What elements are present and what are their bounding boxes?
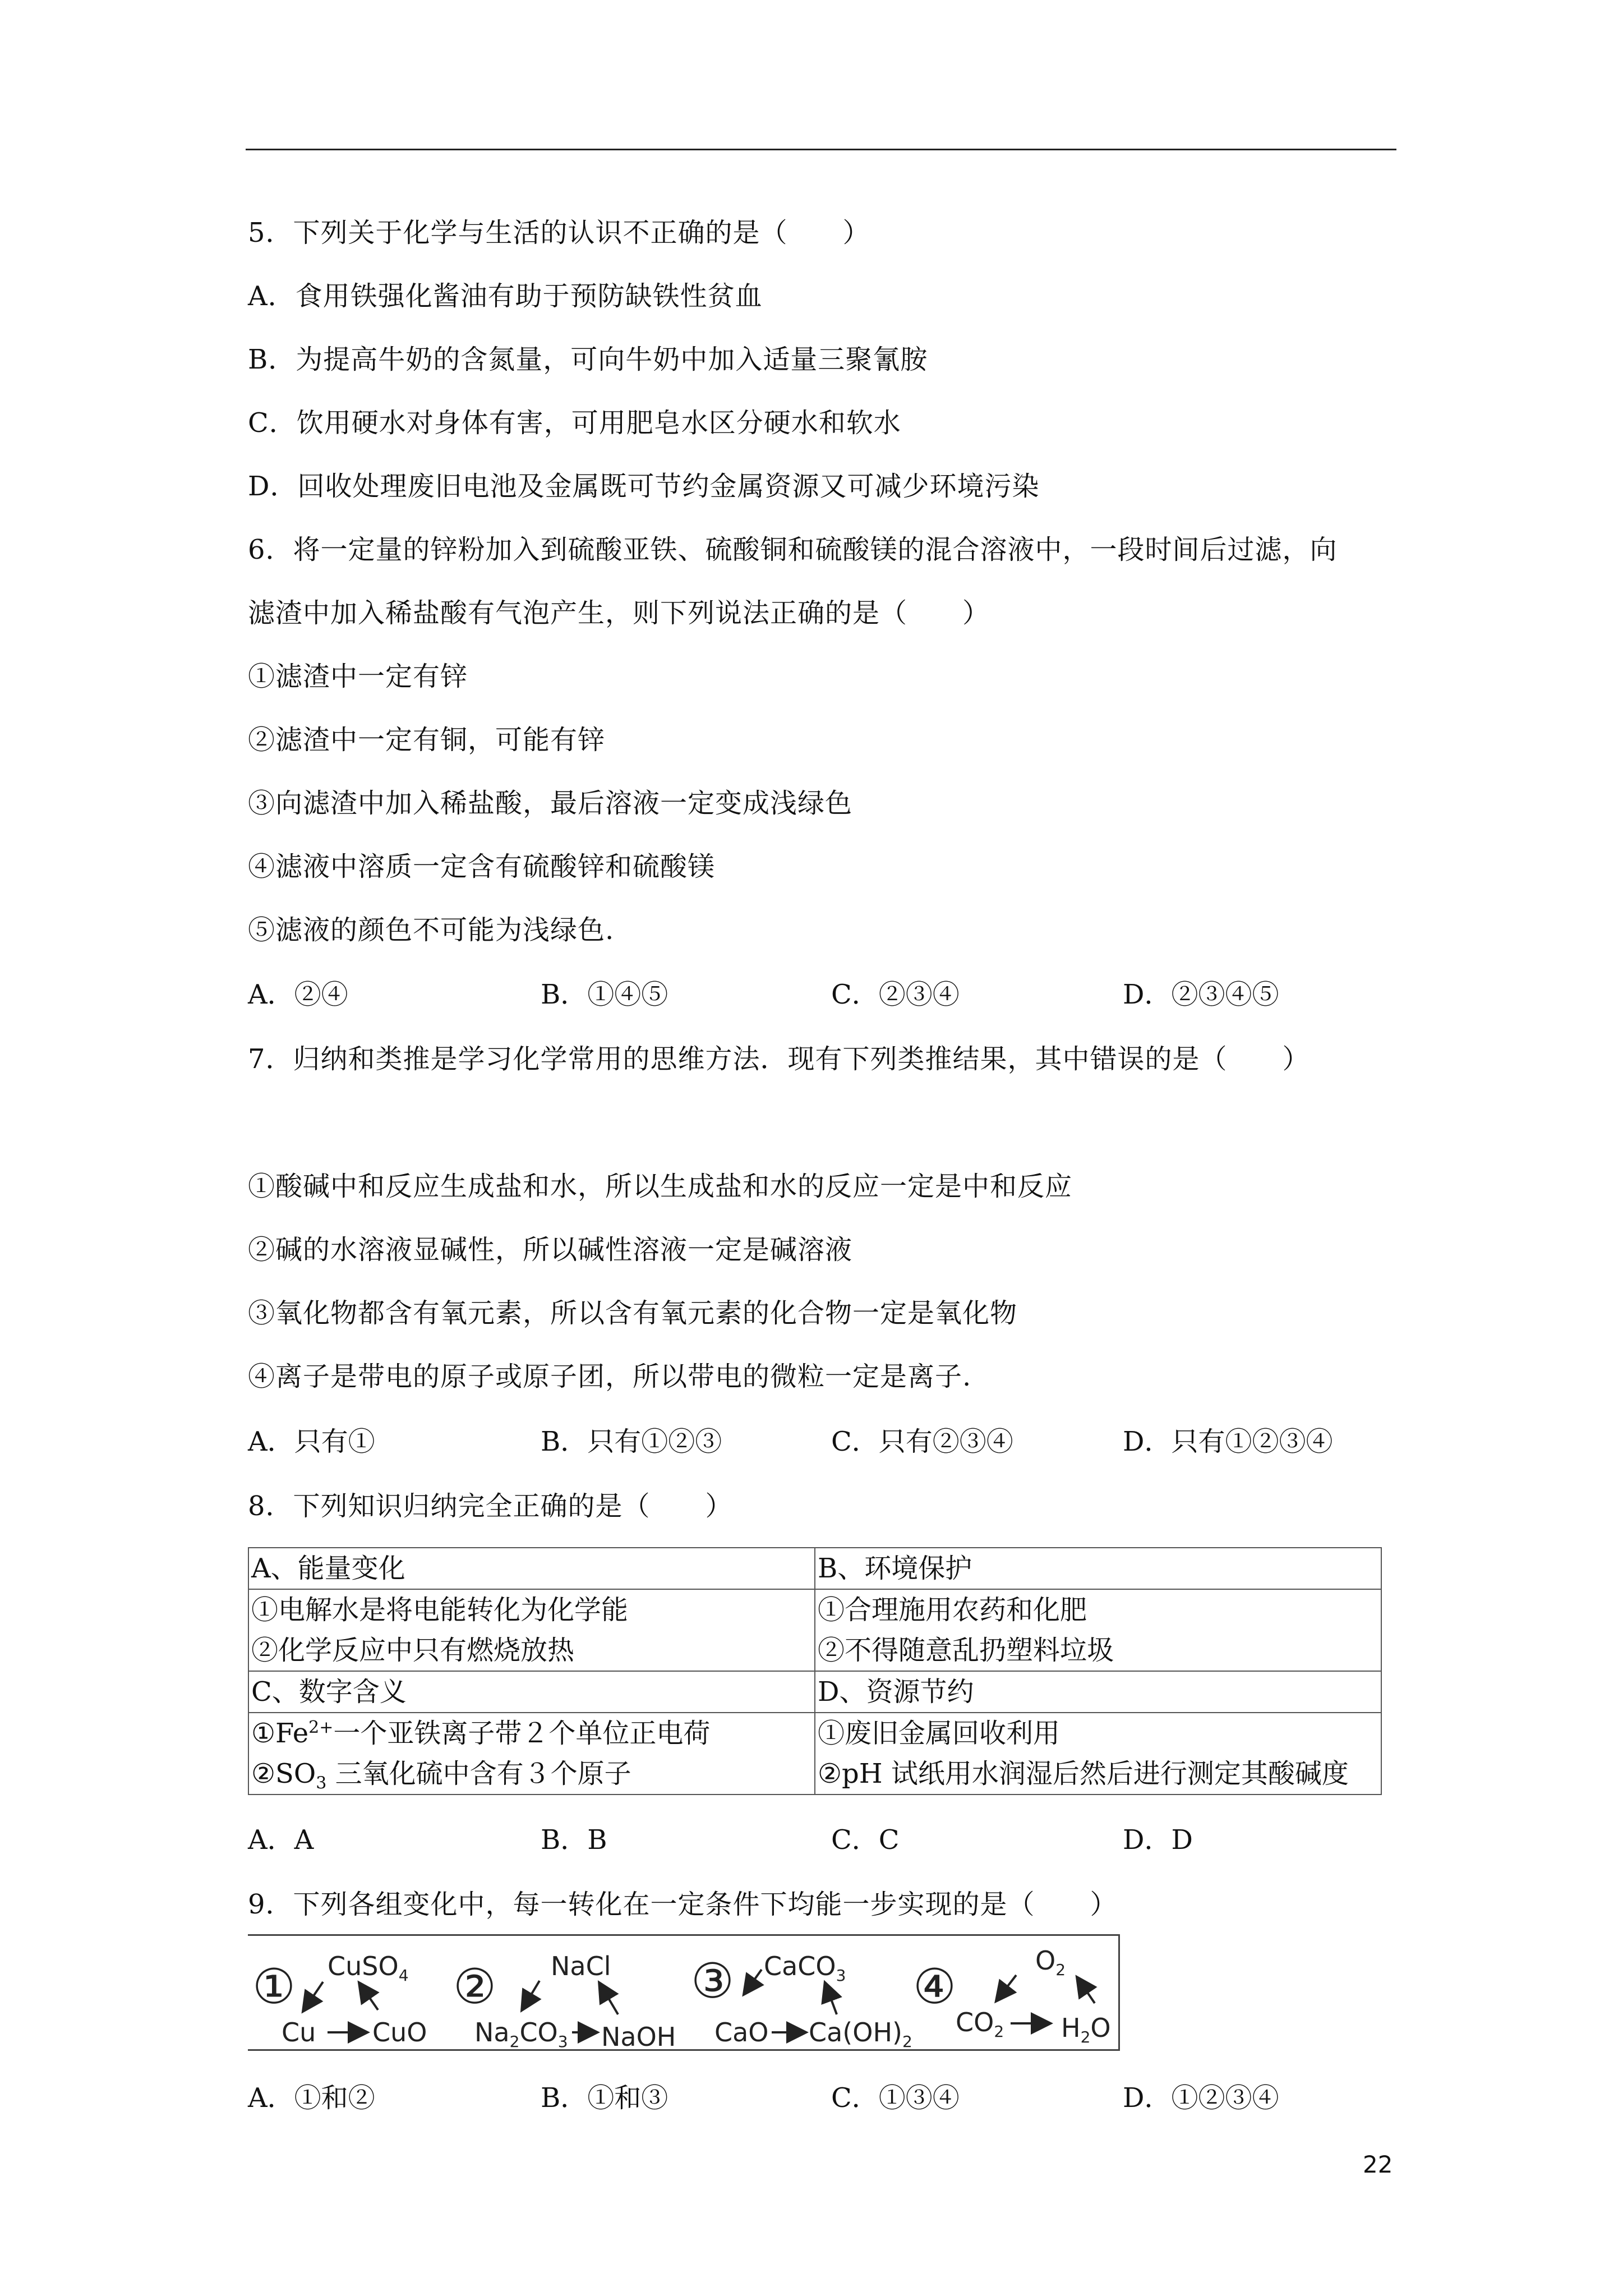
q9-group-2-right: NaOH [601, 2022, 676, 2049]
q6-choice-a: A．②④ [248, 979, 348, 1010]
q7-stem: 7．归纳和类推是学习化学常用的思维方法．现有下列类推结果，其中错误的是（ ） [248, 1043, 1310, 1075]
q8-cell-a-head: A、能量变化 [248, 1548, 815, 1589]
q5-option-d: D．回收处理废旧电池及金属既可节约金属资源又可减少环境污染 [248, 471, 1040, 502]
q6-statement-5: ⑤滤液的颜色不可能为浅绿色. [248, 914, 615, 946]
q9-group-1-top: CuSO$_4$ [328, 1951, 409, 1985]
q9-group-3 [691, 1951, 912, 2049]
q9-group-1-left: Cu [282, 2017, 316, 2047]
q6-statement-4: ④滤液中溶质一定含有硫酸锌和硫酸镁 [248, 851, 716, 882]
q9-group-2-arrow-down [523, 1981, 540, 2009]
q9-group-1-right: CuO [372, 2017, 427, 2047]
q8-choice-a: A．A [248, 1824, 314, 1856]
q8-choices [248, 1823, 1426, 1857]
q6-choice-d: D．②③④⑤ [1123, 979, 1279, 1010]
q7-statement-3: ③氧化物都含有氧元素，所以含有氧元素的化合物一定是氧化物 [248, 1297, 1018, 1329]
q9-group-4-left: $CO_2$ [956, 2007, 1004, 2041]
q8-c2: $②SO_3$ 三氧化硫中含有３个原子 [251, 1758, 631, 1793]
q8-cell-c-body [248, 1713, 815, 1795]
q5-option-b: B．为提高牛奶的含氮量，可向牛奶中加入适量三聚氰胺 [248, 344, 928, 375]
q8-cell-c-head: C、数字含义 [248, 1671, 815, 1713]
q7-choice-b: B．只有①②③ [541, 1426, 722, 1457]
q8-choice-c: C．C [831, 1824, 900, 1856]
q7-choice-a: A．只有① [248, 1426, 375, 1457]
q8-choice-d: D．D [1123, 1824, 1193, 1856]
q8-cell-d-head: D、资源节约 [815, 1671, 1381, 1713]
q8-choice-b: B．B [541, 1824, 607, 1856]
q5-stem: 5．下列关于化学与生活的认识不正确的是（ ） [248, 217, 870, 249]
q9-choice-a: A．①和② [248, 2082, 375, 2114]
q9-group-2 [453, 1951, 676, 2049]
q8-b2: ②不得随意乱扔塑料垃圾 [818, 1635, 1114, 1666]
q7-choice-c: C．只有②③④ [831, 1426, 1013, 1457]
q7-choice-d: D．只有①②③④ [1123, 1426, 1333, 1457]
q8-a1: ①电解水是将电能转化为化学能 [251, 1594, 629, 1626]
q6-statement-1: ①滤渣中一定有锌 [248, 661, 468, 692]
q9-group-2-number: ② [453, 1959, 497, 2015]
q6-choice-b: B．①④⑤ [541, 979, 668, 1010]
q9-choice-c: C．①③④ [831, 2082, 960, 2114]
q6-stem-line2: 滤渣中加入稀盐酸有气泡产生，则下列说法正确的是（ ） [248, 597, 990, 629]
q8-knowledge-table [248, 1547, 1382, 1795]
q5-option-a: A．食用铁强化酱油有助于预防缺铁性贫血 [248, 280, 763, 312]
header-rule [246, 149, 1396, 150]
q8-cell-b-body [815, 1589, 1381, 1671]
q9-group-4-number: ④ [913, 1959, 957, 2015]
q9-stem: 9．下列各组变化中，每一转化在一定条件下均能一步实现的是（ ） [248, 1889, 1118, 1920]
q9-group-1-number: ① [252, 1959, 296, 2015]
q8-cell-b-head: B、环境保护 [815, 1548, 1381, 1589]
q9-group-4 [913, 1945, 1111, 2046]
q9-group-3-top: CaCO$_3$ [764, 1951, 846, 1985]
q6-statement-3: ③向滤渣中加入稀盐酸，最后溶液一定变成浅绿色 [248, 788, 853, 819]
page-number: 22 [1363, 2151, 1393, 2178]
q9-group-1-arrow-down [304, 1982, 323, 2010]
q7-statement-1: ①酸碱中和反应生成盐和水，所以生成盐和水的反应一定是中和反应 [248, 1171, 1073, 1202]
q9-group-4-top: $O_2$ [1035, 1945, 1066, 1979]
q5-option-c: C．饮用硬水对身体有害，可用肥皂水区分硬水和软水 [248, 407, 901, 439]
q6-choices [248, 978, 1426, 1011]
q8-stem: 8．下列知识归纳完全正确的是（ ） [248, 1490, 733, 1522]
q9-group-3-arrow-down [745, 1970, 762, 1993]
q8-d1: ①废旧金属回收利用 [818, 1718, 1061, 1749]
q9-group-3-right: $Ca(OH)_2$ [809, 2017, 912, 2049]
q9-conversion-diagram [248, 1934, 1120, 2051]
q9-group-4-right: $H_2O$ [1061, 2013, 1111, 2046]
q9-group-3-number: ③ [691, 1953, 735, 2009]
q6-statement-2: ②滤渣中一定有铜，可能有锌 [248, 724, 606, 756]
q9-group-4-arrow-down [997, 1975, 1016, 2000]
q9-choices [248, 2081, 1426, 2115]
q6-choice-c: C．②③④ [831, 979, 960, 1010]
q8-d2: ②pH 试纸用水润湿后然后进行测定其酸碱度 [818, 1758, 1349, 1789]
q6-stem-line1: 6．将一定量的锌粉加入到硫酸亚铁、硫酸铜和硫酸镁的混合溶液中，一段时间后过滤，向 [248, 534, 1338, 565]
q7-choices [248, 1425, 1426, 1458]
q9-group-4-arrow-up [1078, 1978, 1095, 2003]
q7-statement-2: ②碱的水溶液显碱性，所以碱性溶液一定是碱溶液 [248, 1234, 853, 1266]
q8-cell-a-body [248, 1589, 815, 1671]
q9-group-2-top: NaCl [551, 1951, 611, 1981]
q9-choice-b: B．①和③ [541, 2082, 668, 2114]
q9-group-2-left: $Na_2CO_3$ [474, 2017, 568, 2049]
q7-statement-4: ④离子是带电的原子或原子团，所以带电的微粒一定是离子. [248, 1361, 972, 1392]
q8-a2: ②化学反应中只有燃烧放热 [251, 1635, 575, 1666]
q8-b1: ①合理施用农药和化肥 [818, 1594, 1087, 1626]
q8-c1: $①Fe^{2+}$一个亚铁离子带２个单位正电荷 [251, 1718, 711, 1749]
q9-group-1-arrow-up [360, 1984, 378, 2010]
q9-group-3-left: CaO [714, 2017, 769, 2047]
q8-cell-d-body [815, 1713, 1381, 1795]
q9-group-2-arrow-up [600, 1984, 618, 2014]
q9-group-3-arrow-up [826, 1984, 837, 2014]
q9-choice-d: D．①②③④ [1123, 2082, 1279, 2114]
q9-group-1 [252, 1951, 427, 2047]
